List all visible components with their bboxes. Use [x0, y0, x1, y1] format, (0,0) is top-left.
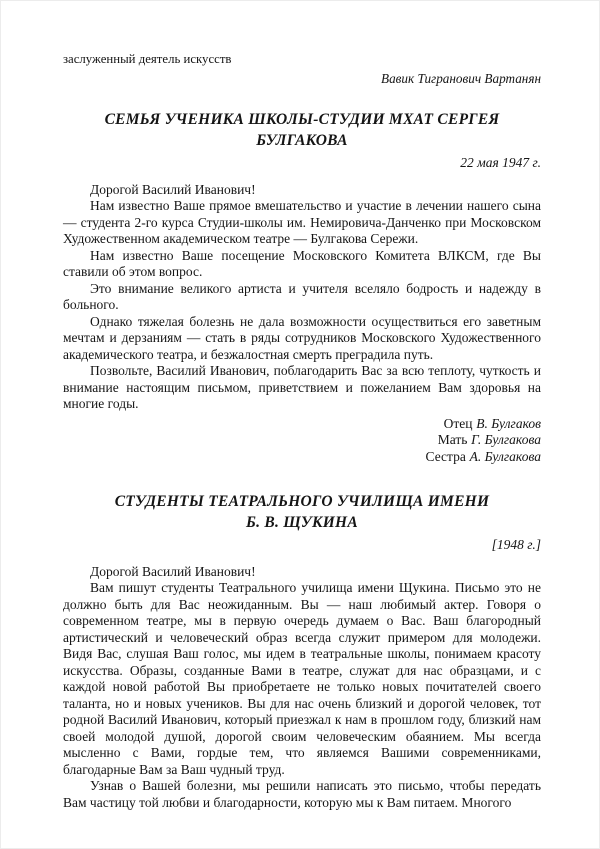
letter2-paragraph: Вам пишут студенты Театрального училища имени Щукина. Письмо это не должно быть для Вас неожиданным. Вы — наш любимый актер. Говоря о современном театре, мы в первую очередь думаем о Вас. Ваш благородный артистический и человеческий образ всегда служит примером для молодежи. Видя Вас, слушая Ваш голос, мы идем в театральные школы, понимаем красоту искусства. Образы, созданные Вами в театре, служат для нас образцами, и с каждой новой работой Вы приобретаете не только новых почитателей своего таланта, но и новых учеников. Вы для нас очень близкий и дорогой человек, тот родной Василий Иванович, который приезжал к нам в прошлом году, близкий нам своей молодой душой, дорогой своим человеческим обаянием. Мы всегда мысленно с Вами, гордые тем, что являемся Вашими современниками, благодарные Вам за Ваш чудный труд. — [63, 580, 541, 777]
signature-role: Сестра — [425, 448, 466, 464]
letter1-date: 22 мая 1947 г. — [460, 155, 541, 170]
signature-name: В. Булгаков — [476, 415, 541, 431]
letter1-paragraph: Это внимание великого артиста и учителя вселяло бодрость и надежду в больного. — [63, 280, 541, 312]
previous-letter-author-title: заслуженный деятель искусств — [63, 52, 232, 66]
signature-name: Г. Булгакова — [471, 432, 541, 447]
letter1-title-line1: СЕМЬЯ УЧЕНИКА ШКОЛЫ-СТУДИИ МХАТ СЕРГЕЯ — [104, 111, 500, 128]
letter2-title-line2: Б. В. ЩУКИНА — [246, 514, 358, 531]
letter1-paragraph: Позвольте, Василий Иванович, поблагодарить Вас за всю теплоту, чуткость и внимание настоящим письмом, приветствием и пожеланием Вам здоровья на многие годы. — [63, 363, 541, 411]
letter2-date: [1948 г.] — [491, 537, 541, 552]
signature-line — [63, 416, 541, 433]
signature-name: А. Булгакова — [469, 448, 541, 464]
letter2-title — [63, 491, 541, 533]
letter1-salutation: Дорогой Василий Иванович! — [90, 181, 256, 197]
letter1-title-line2: БУЛГАКОВА — [256, 132, 348, 149]
signature-line — [63, 449, 541, 466]
letter1-paragraph: Нам известно Ваше прямое вмешательство и участие в лечении нашего сына — студента 2-го курса Студии-школы им. Немировича-Данченко при Московском Художественном академическом театре — Булгакова Сережи. — [63, 198, 541, 246]
letter2-title-line1: СТУДЕНТЫ ТЕАТРАЛЬНОГО УЧИЛИЩА ИМЕНИ — [114, 493, 490, 510]
letter1-signatures — [63, 416, 541, 466]
signature-role: Мать — [437, 432, 468, 447]
letter2-salutation: Дорогой Василий Иванович! — [90, 563, 256, 579]
letter2-paragraph: Узнав о Вашей болезни, мы решили написать это письмо, чтобы передать Вам частицу той любви и благодарности, которую мы к Вам питаем. Многого — [63, 778, 541, 810]
letter1-paragraph: Нам известно Ваше посещение Московского Комитета ВЛКСМ, где Вы ставили об этом вопрос. — [63, 247, 541, 279]
previous-letter-author-name: Вавик Тигранович Вартанян — [381, 70, 541, 86]
signature-line — [63, 432, 541, 449]
letter1-paragraph: Однако тяжелая болезнь не дала возможности осуществиться его заветным мечтам и дерзаниям — стать в ряды сотрудников Московского Художественного академического театра, и безжалостная смерть преградила путь. — [63, 313, 541, 362]
letter1-title — [63, 109, 541, 151]
signature-role: Отец — [443, 415, 473, 431]
